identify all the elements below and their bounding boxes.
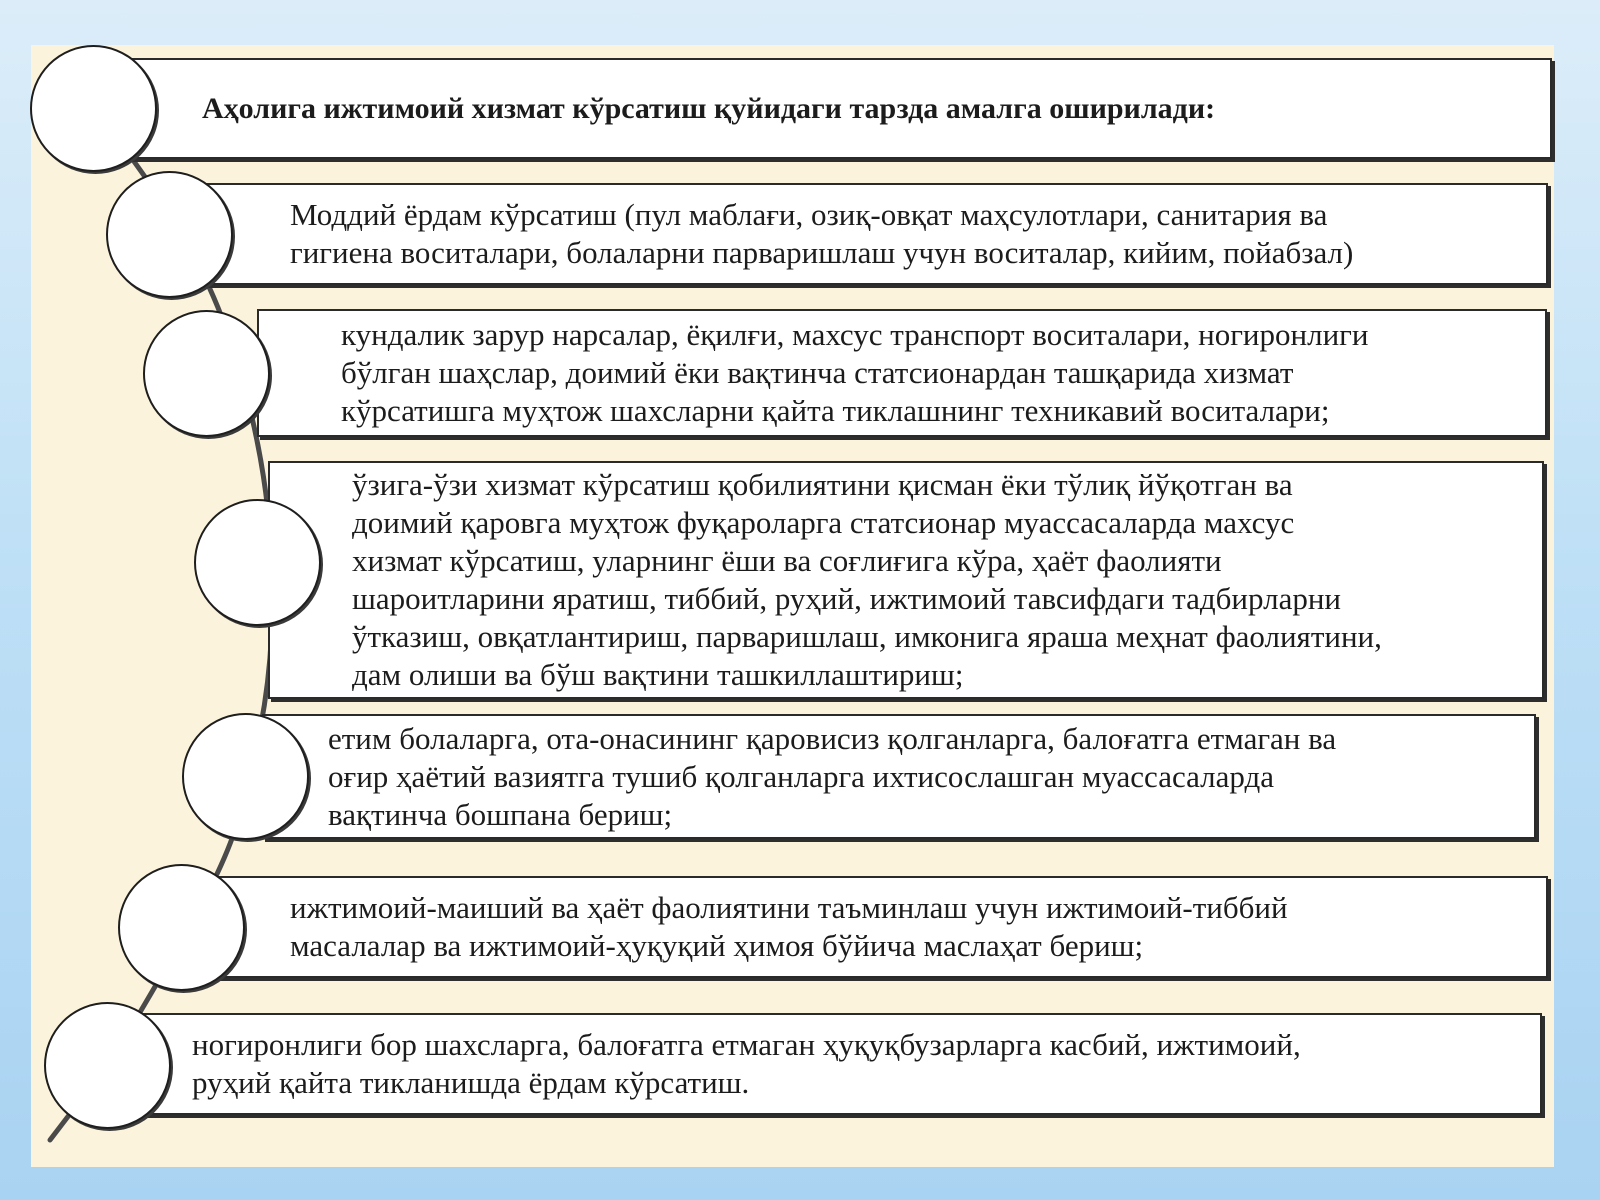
- item-text-4: етим болаларга, ота-онасининг қаровисиз қолганларга, балоғатга етмаган ва оғир ҳаётий вазиятга тушиб қолганларга ихтисослашган муассасаларда вақтинча бошпана бериш;: [328, 720, 1337, 832]
- item-text-3: ўзига-ўзи хизмат кўрсатиш қобилиятини қисман ёки тўлиқ йўқотган ва доимий қаровга муҳтож фуқароларга статсионар муассасаларда махсус хизмат кўрсатиш, уларнинг ёши ва соғлиғига кўра, ҳаёт фаолияти шароитларини яратиш, тиббий, руҳий, ижтимоий тавсифдаги тадбирларни ўтказиш, овқатлантириш, парваришлаш, имконига яраша меҳнат фаолиятини, дам олиши ва бўш вақтини ташкиллаштириш;: [352, 467, 1382, 692]
- item-box-5: [210, 876, 1548, 978]
- bullet-circle-3: [194, 499, 321, 626]
- heading-text: Аҳолига ижтимоий хизмат кўрсатиш қуйидаги тарзда амалга оширилади:: [202, 91, 1216, 125]
- bullet-circle-4: [182, 713, 309, 840]
- item-text-2: кундалик зарур нарсалар, ёқилғи, махсус транспорт воситалари, ногиронлиги бўлган шаҳслар, доимий ёки вақтинча статсионардан ташқарида хизмат кўрсатишга муҳтож шахсларни қайта тиклашнинг техникавий воситалари;: [341, 317, 1369, 428]
- item-text-1: Моддий ёрдам кўрсатиш (пул маблағи, озиқ-овқат маҳсулотлари, санитария ва гигиена воситалари, болаларни парваришлаш учун воситалар, кийим, пойабзал): [290, 197, 1354, 270]
- bullet-circle-6: [44, 1002, 171, 1129]
- heading-box: [120, 58, 1552, 159]
- item-text-6: ногиронлиги бор шахсларга, балоғатга етмаган ҳуқуқбузарларга касбий, ижтимоий, руҳий қайта тикланишда ёрдам кўрсатиш.: [192, 1027, 1301, 1100]
- item-box-1: [190, 183, 1548, 285]
- bullet-circle-2: [143, 310, 270, 437]
- bullet-circle-1: [106, 171, 233, 298]
- item-box-6: [130, 1013, 1542, 1115]
- bullet-circle-0: [30, 45, 157, 172]
- item-box-2: [257, 309, 1547, 437]
- item-text-5: ижтимоий-маиший ва ҳаёт фаолиятини таъминлаш учун ижтимоий-тиббий масалалар ва ижтимоий-ҳуқуқий ҳимоя бўйича маслаҳат бериш;: [290, 890, 1288, 963]
- bullet-circle-5: [118, 864, 245, 991]
- item-box-4: [262, 714, 1536, 839]
- item-box-3: [268, 461, 1544, 699]
